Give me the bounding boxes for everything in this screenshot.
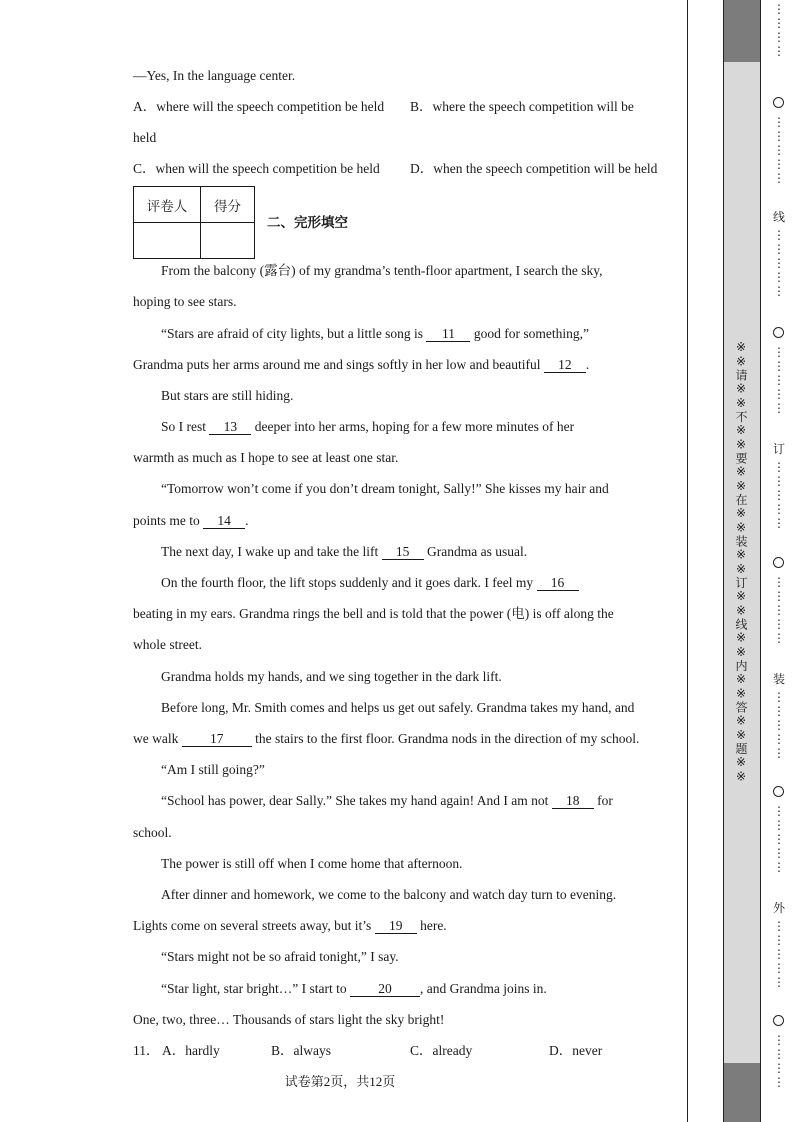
q11-option-b[interactable]: B．always (271, 1043, 331, 1058)
passage-line: But stars are still hiding. (161, 388, 294, 403)
blank-20[interactable]: 20 (350, 982, 420, 997)
passage-line: “Tomorrow won’t come if you don’t dream tonight, Sally!” She kisses my hair and (161, 481, 609, 496)
q11-option-d[interactable]: D．never (549, 1043, 603, 1058)
blank-13[interactable]: 13 (209, 420, 251, 435)
passage-text: Lights come on several streets away, but it’s (133, 918, 375, 933)
blank-16[interactable]: 16 (537, 576, 579, 591)
blank-12[interactable]: 12 (544, 358, 586, 373)
passage-line: After dinner and homework, we come to the balcony and watch day turn to evening. (161, 887, 617, 902)
score-box (133, 186, 255, 259)
passage-text: we walk (133, 731, 182, 746)
grader-cell[interactable] (134, 223, 201, 259)
blank-15[interactable]: 15 (382, 545, 424, 560)
binding-inner-line (723, 0, 724, 1122)
grader-label: 评卷人 (134, 187, 201, 223)
passage-text: “Stars are afraid of city lights, but a little song is (161, 326, 427, 341)
passage-line: warmth as much as I hope to see at least one star. (133, 450, 399, 465)
passage-text: . (585, 357, 590, 372)
dotted-line: ⋮ ⋮ ⋮ ⋮ ⋮ (773, 690, 785, 760)
circle-mark (773, 97, 784, 108)
blank-14[interactable]: 14 (203, 514, 245, 529)
passage-text: Grandma puts her arms around me and sings softly in her low and beautiful (133, 357, 544, 372)
passage-text: good for something,” (470, 326, 589, 341)
dotted-line: ⋮ ⋮ ⋮ ⋮ ⋮ (773, 228, 785, 298)
answer-reply: —Yes, In the language center. (133, 68, 296, 83)
option-c: C．when will the speech competition be held (133, 161, 380, 176)
circle-mark (773, 557, 784, 568)
binding-strip-top-block (723, 0, 760, 62)
option-b-continued: held (133, 130, 157, 145)
binding-char-line: 线 (772, 210, 785, 224)
passage-line: Grandma holds my hands, and we sing together in the dark lift. (161, 669, 502, 684)
blank-19[interactable]: 19 (375, 919, 417, 934)
passage-line: beating in my ears. Grandma rings the bell and is told that the power (电) is off along the (133, 606, 614, 621)
passage-line: Before long, Mr. Smith comes and helps us get out safely. Grandma takes my hand, and (161, 700, 635, 715)
passage-line (133, 917, 447, 935)
q11-option-c[interactable]: C．already (410, 1043, 473, 1058)
binding-strip-bottom-block (723, 1063, 760, 1122)
passage-line (161, 980, 547, 998)
passage-line: school. (133, 825, 172, 840)
dotted-line: ⋮ ⋮ ⋮ ⋮ ⋮ (773, 804, 785, 874)
circle-mark (773, 1015, 784, 1026)
dotted-line: ⋮ ⋮ ⋮ ⋮ ⋮ (773, 115, 785, 185)
dotted-line: ⋮ ⋮ ⋮ ⋮ (773, 1033, 785, 1089)
dotted-line: ⋮ ⋮ ⋮ ⋮ ⋮ (773, 345, 785, 415)
binding-char-outside: 外 (772, 901, 785, 915)
passage-line: hoping to see stars. (133, 294, 237, 309)
dotted-line: ⋮ ⋮ ⋮ ⋮ ⋮ (773, 919, 785, 989)
passage-line (133, 512, 249, 530)
passage-text: On the fourth floor, the lift stops suddenly and it goes dark. I feel my (161, 575, 537, 590)
score-cell[interactable] (201, 223, 255, 259)
binding-char-order: 订 (772, 442, 785, 456)
score-label: 得分 (201, 187, 255, 223)
passage-text: points me to (133, 513, 204, 528)
passage-text: . (245, 513, 249, 528)
binding-border-line (687, 0, 688, 1122)
passage-text: for (593, 793, 613, 808)
passage-text: , and Grandma joins in. (419, 981, 547, 996)
passage-text: “Star light, star bright…” I start to (161, 981, 350, 996)
passage-line (133, 730, 639, 748)
passage-text: here. (416, 918, 447, 933)
passage-line: “Am I still going?” (161, 762, 265, 777)
passage-line (161, 792, 613, 810)
option-d: D．when the speech competition will be held (410, 161, 658, 176)
option-b: B．where the speech competition will be (410, 99, 634, 114)
passage-text: Grandma as usual. (423, 544, 528, 559)
blank-17[interactable]: 17 (182, 732, 252, 747)
question-number: 11． (133, 1043, 160, 1058)
q11-option-a[interactable]: A．hardly (162, 1043, 220, 1058)
binding-warning-text: ※※请※※不※※要※※在※※装※※订※※线※※内※※答※※题※※ (734, 340, 748, 784)
passage-text: The next day, I wake up and take the lift (161, 544, 382, 559)
passage-line (161, 418, 574, 436)
dotted-line: ⋮ ⋮ ⋮ ⋮ ⋮ (773, 575, 785, 645)
section-title: 二、完形填空 (267, 215, 348, 231)
passage-line (161, 543, 527, 561)
circle-mark (773, 327, 784, 338)
passage-line: One, two, three… Thousands of stars light the sky bright! (133, 1012, 445, 1027)
passage-line: From the balcony (露台) of my grandma’s tenth-floor apartment, I search the sky, (161, 263, 603, 278)
page-footer: 试卷第2页，共12页 (284, 1074, 396, 1089)
passage-text: “School has power, dear Sally.” She takes my hand again! And I am not (161, 793, 552, 808)
passage-line: The power is still off when I come home that afternoon. (161, 856, 463, 871)
circle-mark (773, 786, 784, 797)
passage-line (161, 325, 589, 343)
dotted-line: ⋮ ⋮ ⋮ ⋮ (773, 2, 785, 58)
dotted-line: ⋮ ⋮ ⋮ ⋮ ⋮ (773, 460, 785, 530)
passage-text: the stairs to the first floor. Grandma nods in the direction of my school. (251, 731, 640, 746)
blank-18[interactable]: 18 (552, 794, 594, 809)
passage-line (133, 356, 589, 374)
passage-line: “Stars might not be so afraid tonight,” I say. (161, 949, 399, 964)
binding-char-bind: 装 (772, 672, 785, 686)
passage-text: deeper into her arms, hoping for a few more minutes of her (251, 419, 575, 434)
binding-outer-line (760, 0, 761, 1122)
blank-11[interactable]: 11 (426, 327, 470, 342)
passage-text: So I rest (161, 419, 210, 434)
option-a: A．where will the speech competition be held (133, 99, 385, 114)
passage-line (161, 574, 579, 592)
passage-line: whole street. (133, 637, 202, 652)
